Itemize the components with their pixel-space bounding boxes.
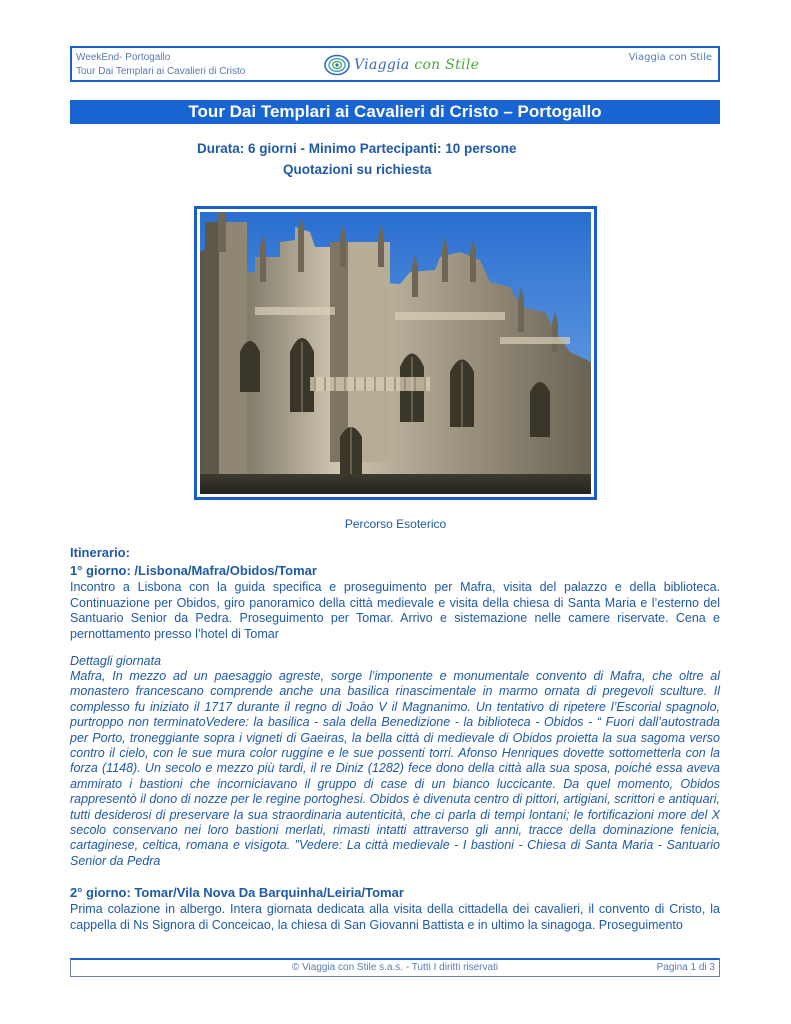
day1-title: 1° giorno: /Lisbona/Mafra/Obidos/Tomar [70, 563, 317, 578]
page-number: Pagina 1 di 3 [656, 962, 715, 973]
quotation-line: Quotazioni su richiesta [283, 162, 432, 177]
day1-details-label: Dettagli giornata [70, 654, 162, 668]
copyright-text: © Viaggia con Stile s.a.s. - Tutti I diritti riservati [291, 962, 499, 973]
day1-details: Mafra, In mezzo ad un paesaggio agreste, sorge l’imponente e monumentale convento di Mafra, che oltre al monastero francescano comprende anche una basilica rinascimentale in marmo ornata di pregevoli sculture. Il complesso fu iniziato il 1717 durante il regno di Joào V il Magnanimo. Un tentativo di ripetere l’Escorial spagnolo, purtroppo non terminatoVedere: la basilica - sala della Benedizione - la biblioteca - Obidos - “ Fuori dall’autostrada per Porto, troneggiante sopra i vigneti di Gaeiras, la bella città di medievale di Obidos proietta la sua sagoma verso contro il cielo, con le sue mura color ruggine e le sue possenti torri. Afonso Henriques dovette sottometterla con la forza (1148). Un secolo e mezzo più tardi, il re Diniz (1282) fece dono della città alla sua sposa, poiché essa aveva ammirato i bastioni che incorniciavano il gruppo di case di un bianco luccicante. Da quel momento, Obidos rappresentò il dono di nozze per le regine portoghesi. Obidos è divenuta centro di pittori, artigiani, scrittori e antiquari, tutti desiderosi di preservare la sua straordinaria autenticità, che ci parla di tempi lontani; le fortificazioni more del X secolo conservano nei loro bastioni merlati, rimasti intatti attraverso gli anni, tracce della dominazione fenicia, cartaginese, celtica, romana e visigota. ”Vedere: La città medievale - I bastioni - Chiesa di Santa Maria - Santuario Senior da Pedra [70, 669, 720, 868]
header-left [76, 51, 245, 79]
day1-body: Incontro a Lisbona con la guida specifica e proseguimento per Mafra, visita del palazzo e della biblioteca. Continuazione per Obidos, giro panoramico della città medievale e visita della chiesa di Santa Maria e l’esterno del Santuario Senior da Pedra. Proseguimento per Tomar. Arrivo e sistemazione nelle camere riservate. Cena e pernottamento presso l’hotel di Tomar [70, 580, 720, 641]
itinerary-heading: Itinerario: [70, 545, 130, 560]
brand-logo [324, 52, 479, 78]
page-header [70, 46, 720, 82]
day2-body: Prima colazione in albergo. Intera giornata dedicata alla visita della cittadella dei cavalieri, il convento di Cristo, la cappella di Ns Signora di Conceicao, la chiesa di San Giovanni Battista e in ultimo la sinagoga. Proseguimento [70, 902, 720, 932]
header-right: Viaggia con Stile [628, 52, 712, 63]
page-footer [70, 958, 720, 977]
duration-line: Durata: 6 giorni - Minimo Partecipanti: 10 persone [197, 141, 517, 156]
header-line-2: Tour Dai Templari ai Cavalieri di Cristo [76, 66, 246, 77]
cathedral-photo [200, 212, 591, 494]
cathedral-photo-frame [194, 206, 597, 500]
photo-caption: Percorso Esoterico [344, 517, 447, 531]
header-line-1: WeekEnd- Portogallo [76, 52, 171, 63]
logo-text: Viaggia con Stile [354, 57, 480, 73]
day2-title: 2° giorno: Tomar/Vila Nova Da Barquinha/Leiria/Tomar [70, 885, 404, 900]
page-title: Tour Dai Templari ai Cavalieri di Cristo – Portogallo [70, 100, 720, 124]
spiral-logo-icon [324, 54, 350, 76]
